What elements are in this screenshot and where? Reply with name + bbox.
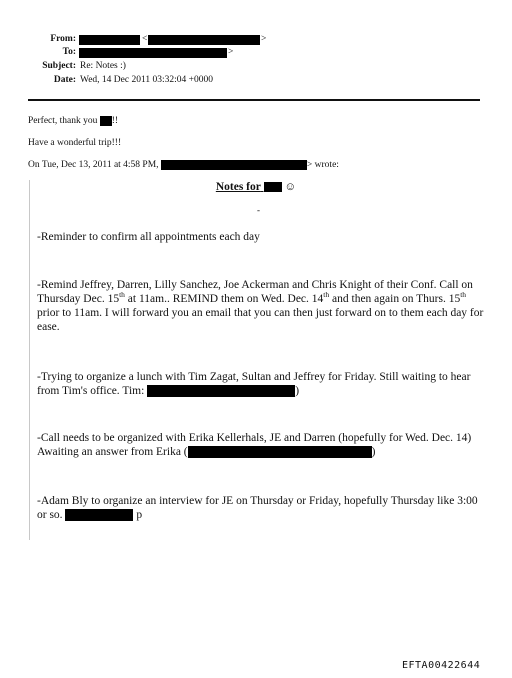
note-p5-text: -Adam Bly to organize an interview for JE on Thursday or Friday, hopefully Thursday like 3:00 or so. — [37, 495, 478, 521]
quote-sender-redaction — [161, 160, 307, 170]
to-redaction — [79, 48, 227, 58]
to-gt: > — [228, 47, 234, 57]
to-label: To: — [62, 47, 76, 57]
note-p2-sup-2: th — [323, 290, 330, 300]
from-email-redaction — [148, 35, 260, 45]
note-paragraph-2 — [37, 278, 487, 334]
notes-title-redaction — [264, 182, 282, 192]
note-p2-text-c: and then again on Thurs. 15 — [329, 293, 461, 305]
notes-title-text: Notes for — [215, 181, 261, 193]
note-p2-text-b: at 11am.. REMIND them on Wed. Dec. 14 — [124, 293, 324, 305]
smiley-icon: ☺ — [284, 181, 297, 193]
note-p2-sup-1: th — [119, 290, 125, 300]
note-paragraph-1: -Reminder to confirm all appointments each day — [37, 231, 260, 243]
note-paragraph-5 — [37, 494, 487, 522]
header-divider — [28, 99, 480, 101]
reply-thanks-text: Perfect, thank you — [28, 116, 98, 127]
from-name-redaction — [79, 35, 140, 45]
reply-line-2: Have a wonderful trip!!! — [28, 138, 122, 148]
note-p3-text: -Trying to organize a lunch with Tim Zagat, Sultan and Jeffrey for Friday. Still waiting to hear from Tim's office. Tim: — [37, 371, 471, 397]
note-p2-text-a: -Remind Jeffrey, Darren, Lilly Sanchez, Joe Ackerman and Chris Knight of their Conf. Call on Thursday Dec. 15 — [37, 279, 473, 305]
date-label: Date: — [53, 75, 76, 85]
note-paragraph-3 — [37, 370, 487, 398]
notes-title — [216, 181, 282, 193]
quote-bar — [29, 180, 30, 540]
subject-value: Re: Notes :) — [80, 61, 126, 71]
note-p3-redaction — [147, 385, 295, 397]
reply-thanks-end: !! — [111, 116, 119, 127]
quote-intro-text: On Tue, Dec 13, 2011 at 4:58 PM, — [28, 160, 159, 171]
note-p5-end: p — [136, 509, 143, 521]
note-p3-end: ) — [295, 385, 300, 397]
note-p2-sup-3: th — [460, 290, 467, 300]
note-paragraph-4 — [37, 431, 487, 459]
bates-number: EFTA00422644 — [402, 660, 481, 671]
note-p4-end: ) — [371, 446, 376, 458]
note-p4-redaction — [188, 446, 372, 458]
from-lt: < — [142, 34, 148, 44]
from-label: From: — [50, 34, 76, 44]
note-p4-text: -Call needs to be organized with Erika Kellerhals, JE and Darren (hopefully for Wed. Dec. 14) Awaiting an answer from Erika ( — [37, 432, 472, 458]
subject-label: Subject: — [42, 61, 76, 71]
date-value: Wed, 14 Dec 2011 03:32:04 +0000 — [80, 75, 213, 85]
note-p5-redaction — [65, 509, 133, 521]
quote-intro — [28, 160, 339, 170]
notes-title-row — [0, 181, 512, 193]
note-p2-text-d: prior to 11am. I will forward you an email that you can then just forward on to them each day for ease. — [37, 307, 484, 333]
reply-line-1 — [28, 116, 118, 126]
reply-name-redaction — [100, 116, 112, 126]
from-gt: > — [261, 34, 267, 44]
notes-dash: - — [257, 205, 260, 215]
quote-intro-end: > wrote: — [306, 160, 339, 171]
